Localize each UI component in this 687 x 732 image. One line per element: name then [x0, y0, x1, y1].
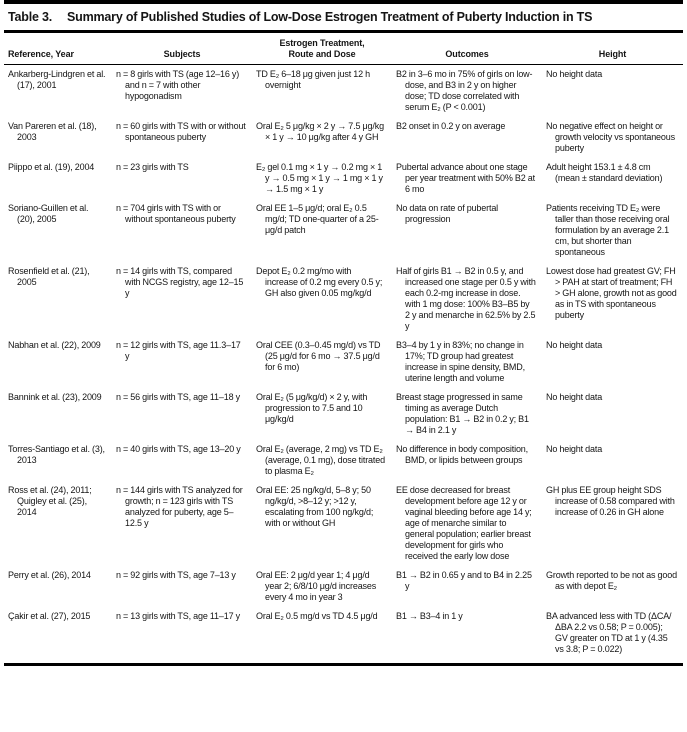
reference-cell: Torres-Santiago et al. (3), 2013 — [8, 444, 105, 465]
subjects-cell: n = 40 girls with TS, age 13–20 y — [116, 444, 241, 454]
table-title — [4, 0, 683, 33]
height-cell: No height data — [546, 444, 603, 454]
column-header-subjects: Subjects — [112, 33, 252, 65]
treatment-cell: Oral E₂ 5 μg/kg × 2 y → 7.5 μg/kg × 1 y → 10 μg/kg after 4 y GH — [256, 121, 384, 142]
column-header-treatment-text: Estrogen Treatment, Route and Dose — [279, 38, 365, 59]
reference-cell: Piippo et al. (19), 2004 — [8, 162, 95, 172]
subjects-cell: n = 23 girls with TS — [116, 162, 189, 172]
height-cell: Patients receiving TD E₂ were taller than those receiving oral formulation by an average 2.1 cm, but shorter than spontaneous — [546, 203, 670, 257]
height-cell: No height data — [546, 69, 603, 79]
reference-cell: Nabhan et al. (22), 2009 — [8, 340, 101, 350]
outcomes-cell: B1 → B3–4 in 1 y — [396, 611, 463, 621]
outcomes-cell: B2 onset in 0.2 y on average — [396, 121, 506, 131]
reference-cell: Ankarberg-Lindgren et al. (17), 2001 — [8, 69, 106, 90]
treatment-cell: E₂ gel 0.1 mg × 1 y → 0.2 mg × 1 y → 0.5 mg × 1 y → 1 mg × 1 y → 1.5 mg × 1 y — [256, 162, 383, 194]
subjects-cell: n = 12 girls with TS, age 11.3–17 y — [116, 340, 241, 361]
outcomes-cell: Half of girls B1 → B2 in 0.5 y, and increased one stage per 0.5 y with each 0.2-mg increase in dose. with 1 mg dose: 100% B3–B5 by 2 y and menarche in 62.5% by 2.5 y — [396, 266, 536, 331]
treatment-cell: Oral E₂ (5 μg/kg/d) × 2 y, with progression to 7.5 and 10 μg/kg/d — [256, 392, 368, 424]
table-body — [4, 65, 683, 665]
subjects-cell: n = 60 girls with TS with or without spontaneous puberty — [116, 121, 246, 142]
table-number-label: Table 3. — [8, 10, 53, 24]
reference-cell: Perry et al. (26), 2014 — [8, 570, 91, 580]
treatment-cell: TD E₂ 6–18 μg given just 12 h overnight — [256, 69, 370, 90]
subjects-cell: n = 13 girls with TS, age 11–17 y — [116, 611, 240, 621]
treatment-cell: Oral CEE (0.3–0.45 mg/d) vs TD (25 μg/d for 6 mo → 37.5 μg/d for 6 mo) — [256, 340, 381, 372]
outcomes-cell: B3–4 by 1 y in 83%; no change in 17%; TD group had greatest increase in spine density, BMD, uterine length and volume — [396, 340, 525, 383]
height-cell: No negative effect on height or growth velocity vs spontaneous puberty — [546, 121, 675, 153]
treatment-cell: Oral E₂ (average, 2 mg) vs TD E₂ (average, 0.1 mg), dose titrated to plasma E₂ — [256, 444, 385, 476]
table-row — [4, 392, 683, 444]
reference-cell: Çakir et al. (27), 2015 — [8, 611, 91, 621]
height-cell: No height data — [546, 392, 603, 402]
treatment-cell: Oral E₂ 0.5 mg/d vs TD 4.5 μg/d — [256, 611, 378, 621]
outcomes-cell: B1 → B2 in 0.65 y and to B4 in 2.25 y — [396, 570, 532, 591]
column-header-reference: Reference, Year — [4, 33, 112, 65]
subjects-cell: n = 56 girls with TS, age 11–18 y — [116, 392, 240, 402]
reference-cell: Rosenfield et al. (21), 2005 — [8, 266, 90, 287]
subjects-cell: n = 14 girls with TS, compared with NCGS registry, age 12–15 y — [116, 266, 244, 298]
reference-cell: Ross et al. (24), 2011; Quigley et al. (25), 2014 — [8, 485, 92, 517]
table-row — [4, 266, 683, 340]
table-row — [4, 611, 683, 665]
table-row — [4, 65, 683, 122]
reference-cell: Bannink et al. (23), 2009 — [8, 392, 102, 402]
reference-cell: Van Pareren et al. (18), 2003 — [8, 121, 97, 142]
table-header — [4, 33, 683, 65]
treatment-cell: Oral EE: 25 ng/kg/d, 5–8 y; 50 ng/kg/d, >8–12 y; >12 y, escalating from 100 ng/kg/d; with or without GH — [256, 485, 374, 528]
table-row — [4, 203, 683, 266]
table-row — [4, 162, 683, 203]
height-cell: BA advanced less with TD (ΔCA/ΔBA 2.2 vs 0.58; P = 0.005); GV greater on TD at 1 y (4.35 vs 3.8; P = 0.022) — [546, 611, 672, 654]
column-header-height: Height — [542, 33, 683, 65]
table-row — [4, 121, 683, 162]
height-cell: Adult height 153.1 ± 4.8 cm (mean ± standard deviation) — [546, 162, 663, 183]
height-cell: Growth reported to be not as good as with depot E₂ — [546, 570, 677, 591]
subjects-cell: n = 144 girls with TS analyzed for growth; n = 123 girls with TS analyzed for puberty, age 5–12.5 y — [116, 485, 243, 528]
column-header-treatment — [252, 33, 392, 65]
subjects-cell: n = 92 girls with TS, age 7–13 y — [116, 570, 236, 580]
table-row — [4, 570, 683, 611]
table-row — [4, 340, 683, 392]
table-row — [4, 485, 683, 570]
outcomes-cell: Pubertal advance about one stage per year treatment with 50% B2 at 6 mo — [396, 162, 535, 194]
outcomes-cell: Breast stage progressed in same timing as average Dutch population: B1 → B2 in 0.2 y; B1 → B4 in 2.1 y — [396, 392, 529, 435]
height-cell: Lowest dose had greatest GV; FH > PAH at start of treatment; FH > GH alone, growth not as good as in TS with spontaneous puberty — [546, 266, 677, 320]
treatment-cell: Oral EE: 2 μg/d year 1; 4 μg/d year 2; 6/8/10 μg/d increases every 4 mo in year 3 — [256, 570, 377, 602]
subjects-cell: n = 704 girls with TS with or without spontaneous puberty — [116, 203, 236, 224]
outcomes-cell: EE dose decreased for breast development before age 12 y or vaginal bleeding before age 14 y; age of menarche similar to general population; earlier breast development for girls who received the early low dose — [396, 485, 532, 561]
outcomes-cell: B2 in 3–6 mo in 75% of girls on low-dose, and B3 in 2 y on higher dose; TD dose correlated with serum E₂ (P < 0.001) — [396, 69, 533, 112]
column-header-outcomes: Outcomes — [392, 33, 542, 65]
treatment-cell: Oral EE 1–5 μg/d; oral E₂ 0.5 mg/d; TD one-quarter of a 25-μg/d patch — [256, 203, 379, 235]
outcomes-cell: No data on rate of pubertal progression — [396, 203, 499, 224]
table-row — [4, 444, 683, 485]
studies-table — [4, 33, 683, 666]
height-cell: GH plus EE group height SDS increase of 0.58 compared with increase of 0.26 in GH alone — [546, 485, 675, 517]
reference-cell: Soriano-Guillen et al. (20), 2005 — [8, 203, 89, 224]
table-title-text: Summary of Published Studies of Low-Dose Estrogen Treatment of Puberty Induction in TS — [67, 10, 593, 24]
treatment-cell: Depot E₂ 0.2 mg/mo with increase of 0.2 mg every 0.5 y; GH also given 0.05 mg/kg/d — [256, 266, 383, 298]
subjects-cell: n = 8 girls with TS (age 12–16 y) and n = 7 with other hypogonadism — [116, 69, 240, 101]
height-cell: No height data — [546, 340, 603, 350]
outcomes-cell: No difference in body composition, BMD, or lipids between groups — [396, 444, 529, 465]
